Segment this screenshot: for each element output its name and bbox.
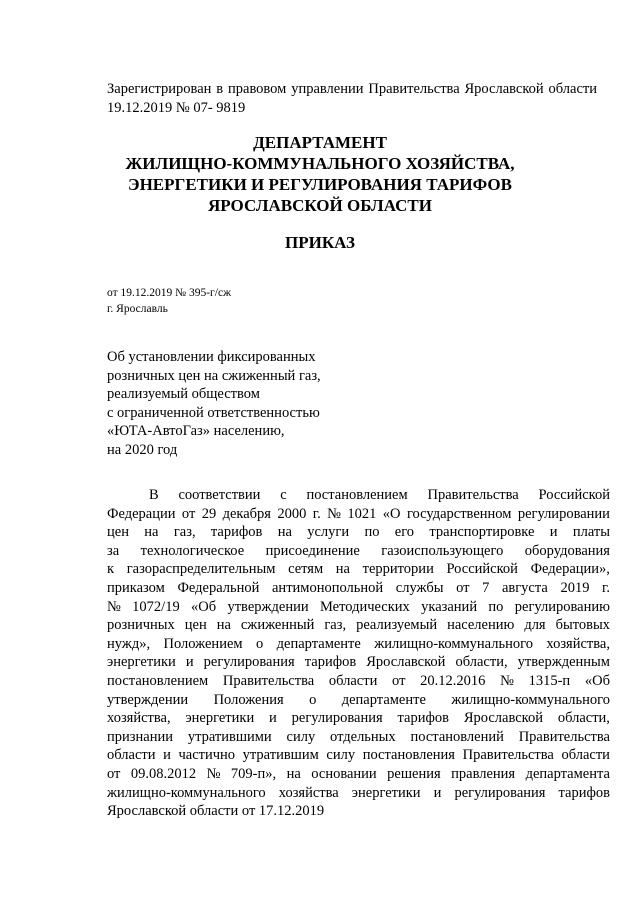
body-word: приказом xyxy=(107,579,165,596)
city: г. Ярославль xyxy=(107,303,168,315)
body-word: области, xyxy=(557,710,610,727)
body-word: 09.08.2012 xyxy=(130,765,197,782)
body-line xyxy=(107,523,610,542)
body-word: постановлений xyxy=(410,728,504,745)
body-word: Российской xyxy=(538,487,610,503)
body-word: 20.12.2016 xyxy=(420,672,486,689)
body-word: антимонопольной xyxy=(272,579,384,596)
body-word: 1072/19 xyxy=(132,598,180,615)
department-heading-line: ЭНЕРГЕТИКИ И РЕГУЛИРОВАНИЯ ТАРИФОВ xyxy=(128,175,512,194)
body-word: и xyxy=(433,784,442,801)
body-word: на xyxy=(144,524,159,541)
body-word: платы xyxy=(572,524,610,541)
body-word: правления xyxy=(451,765,516,782)
body-word: Федерации xyxy=(107,505,176,522)
body-word: 2000 xyxy=(277,505,307,522)
body-word: тарифов xyxy=(397,710,449,727)
body-word: В xyxy=(149,487,159,503)
body-word: «Об xyxy=(584,672,610,689)
order-date-number: от 19.12.2019 № 395-г/сж xyxy=(107,287,232,299)
body-word: хозяйства xyxy=(278,784,339,801)
body-word: утверждении xyxy=(227,598,309,615)
body-word: тарифов xyxy=(304,654,357,671)
order-subject xyxy=(107,348,321,459)
body-word: на xyxy=(216,617,231,634)
body-word: 7 xyxy=(482,579,490,596)
body-word: газоиспользующего xyxy=(381,542,504,559)
body-word: цен xyxy=(107,524,129,541)
body-word: области xyxy=(328,672,378,689)
body-word: соответствии xyxy=(178,487,261,503)
body-word: Правительства xyxy=(518,728,610,745)
body-word: энергетики xyxy=(107,654,176,671)
body-word: области xyxy=(189,803,242,820)
body-word: на xyxy=(286,765,301,782)
body-word: сжиженный xyxy=(240,617,315,634)
body-word: и xyxy=(269,710,277,727)
body-word: Федеральной xyxy=(177,579,260,596)
body-word: от xyxy=(181,505,196,522)
body-line xyxy=(107,709,610,728)
body-word: Ярославской xyxy=(366,654,446,671)
body-word: области, xyxy=(455,654,508,671)
body-word: области xyxy=(561,747,610,764)
body-word: утратившими xyxy=(187,728,272,745)
body-word: оборудования xyxy=(524,542,610,559)
preamble-paragraph xyxy=(107,486,610,821)
body-word: 709-п», xyxy=(230,765,277,782)
body-word: нужд», xyxy=(107,635,151,652)
body-word: энергетики xyxy=(351,784,421,801)
body-word: от xyxy=(456,579,470,596)
body-word: розничных xyxy=(107,617,175,634)
body-line xyxy=(107,784,610,803)
body-line xyxy=(107,486,610,505)
body-word: за xyxy=(107,542,120,559)
body-word: признании xyxy=(107,728,173,745)
body-word: тарифов xyxy=(210,524,263,541)
body-word: по xyxy=(364,524,380,541)
body-word: постановлением xyxy=(107,672,209,689)
body-word: силу xyxy=(326,747,356,764)
body-word: с xyxy=(280,487,287,503)
body-line xyxy=(107,505,610,524)
date-block xyxy=(107,285,231,317)
body-word: регулированию xyxy=(514,598,610,615)
department-heading xyxy=(70,132,570,216)
body-word: газ, xyxy=(173,524,196,541)
body-word: Правительства xyxy=(222,672,315,689)
body-word: № xyxy=(327,505,341,522)
body-word: от xyxy=(241,803,259,820)
body-word: Правительства xyxy=(427,487,519,503)
subject-line: на 2020 год xyxy=(107,441,178,458)
body-word: силу xyxy=(286,728,316,745)
body-word: основании xyxy=(311,765,377,782)
body-word: и xyxy=(163,747,171,764)
body-word: энергетики xyxy=(185,710,255,727)
body-word: департаменте xyxy=(341,691,426,708)
body-word: от xyxy=(107,765,121,782)
body-word: на xyxy=(335,561,350,578)
body-word: о xyxy=(309,691,317,708)
body-word: реализуемый xyxy=(356,617,438,634)
body-word: Положением xyxy=(163,635,243,652)
body-word: Положения xyxy=(213,691,284,708)
body-word: газораспределительным xyxy=(126,561,276,578)
department-heading-line: ЖИЛИЩНО-КОММУНАЛЬНОГО ХОЗЯЙСТВА, xyxy=(125,154,515,173)
body-word: газ, xyxy=(324,617,347,634)
registration-note: Зарегистрирован в правовом управлении Правительства Ярославской области 19.12.2019 № 07- 9819 xyxy=(107,81,597,116)
body-word: на xyxy=(277,524,292,541)
body-word: Ярославской xyxy=(463,710,543,727)
body-word: департамента xyxy=(525,765,610,782)
body-word: к xyxy=(107,561,115,578)
body-word: о xyxy=(256,635,264,652)
department-heading-line: ДЕПАРТАМЕНТ xyxy=(253,133,387,152)
body-word: территории xyxy=(362,561,434,578)
body-line xyxy=(107,765,610,784)
body-word: г. xyxy=(602,579,610,596)
body-word: утратившим xyxy=(242,747,319,764)
body-word: присоединение xyxy=(265,542,360,559)
body-word: указаний xyxy=(421,598,478,615)
body-word: Методических xyxy=(319,598,410,615)
body-line xyxy=(107,542,610,561)
subject-line: «ЮТА-АвтоГаз» населению, xyxy=(107,423,285,439)
body-word: 1315-п xyxy=(528,672,571,689)
body-word: постановлением xyxy=(306,487,408,503)
body-word: услуги xyxy=(307,524,350,541)
body-line xyxy=(107,691,610,710)
body-word: № xyxy=(107,598,121,615)
body-line xyxy=(107,653,610,672)
body-word: частично xyxy=(178,747,236,764)
body-word: г. xyxy=(312,505,321,522)
body-word: от xyxy=(392,672,406,689)
body-line xyxy=(107,560,610,579)
body-word: регулирования xyxy=(291,710,383,727)
body-line xyxy=(107,616,610,635)
body-word: регулирования xyxy=(203,654,295,671)
body-word: Правительства xyxy=(462,747,554,764)
body-word: Федерации», xyxy=(530,561,610,578)
body-word: 29 xyxy=(201,505,217,522)
body-word: тарифов xyxy=(558,784,610,801)
body-word: области xyxy=(107,747,156,764)
body-word: жилищно-коммунального xyxy=(107,784,266,801)
body-line xyxy=(107,802,610,821)
body-word: «О xyxy=(382,505,401,522)
body-word: жилищно-коммунального xyxy=(451,691,610,708)
body-word: хозяйства, xyxy=(546,635,610,652)
body-word: 2019 xyxy=(560,579,590,596)
body-word: декабря xyxy=(222,505,271,522)
subject-line: реализуемый обществом xyxy=(107,386,260,402)
body-word: жилищно-коммунального xyxy=(374,635,533,652)
body-word: отдельных xyxy=(330,728,396,745)
body-word: хозяйства, xyxy=(107,710,171,727)
body-word: сетям xyxy=(288,561,324,578)
body-word: службы xyxy=(395,579,444,596)
body-word: утвержденным xyxy=(517,654,610,671)
body-word: по xyxy=(488,598,504,615)
body-word: транспортировке xyxy=(429,524,535,541)
body-word: постановления xyxy=(362,747,455,764)
subject-line: розничных цен на сжиженный газ, xyxy=(107,367,321,384)
body-word: и xyxy=(185,654,194,671)
body-word: 17.12.2019 xyxy=(258,803,325,820)
body-word: для xyxy=(524,617,546,634)
body-word: № xyxy=(500,672,514,689)
body-word: 1021 xyxy=(347,505,377,522)
body-line xyxy=(107,598,610,617)
subject-line: Об установлении фиксированных xyxy=(107,349,316,365)
body-line xyxy=(107,579,610,598)
body-word: «Об xyxy=(191,598,217,615)
body-word: утверждении xyxy=(107,691,189,708)
subject-line: с ограниченной ответственностью xyxy=(107,404,320,421)
body-word: технологическое xyxy=(140,542,245,559)
document-type-title: ПРИКАЗ xyxy=(285,233,355,252)
body-word: населению xyxy=(447,617,515,634)
department-heading-line: ЯРОСЛАВСКОЙ ОБЛАСТИ xyxy=(208,196,432,215)
body-line xyxy=(107,746,610,765)
body-word: регулировании xyxy=(517,505,610,522)
body-word: его xyxy=(394,524,415,541)
body-word: Ярославской xyxy=(107,803,190,820)
body-word: решения xyxy=(387,765,441,782)
body-word: цен xyxy=(184,617,207,634)
body-line xyxy=(107,635,610,654)
body-word: августа xyxy=(501,579,548,596)
body-word: государственном xyxy=(406,505,512,522)
body-word: № xyxy=(206,765,221,782)
body-word: бытовых xyxy=(555,617,610,634)
body-word: Российской xyxy=(446,561,518,578)
body-word: и xyxy=(549,524,558,541)
body-word: департаменте xyxy=(276,635,361,652)
body-line xyxy=(107,672,610,691)
body-word: регулирования xyxy=(454,784,546,801)
body-line xyxy=(107,728,610,747)
